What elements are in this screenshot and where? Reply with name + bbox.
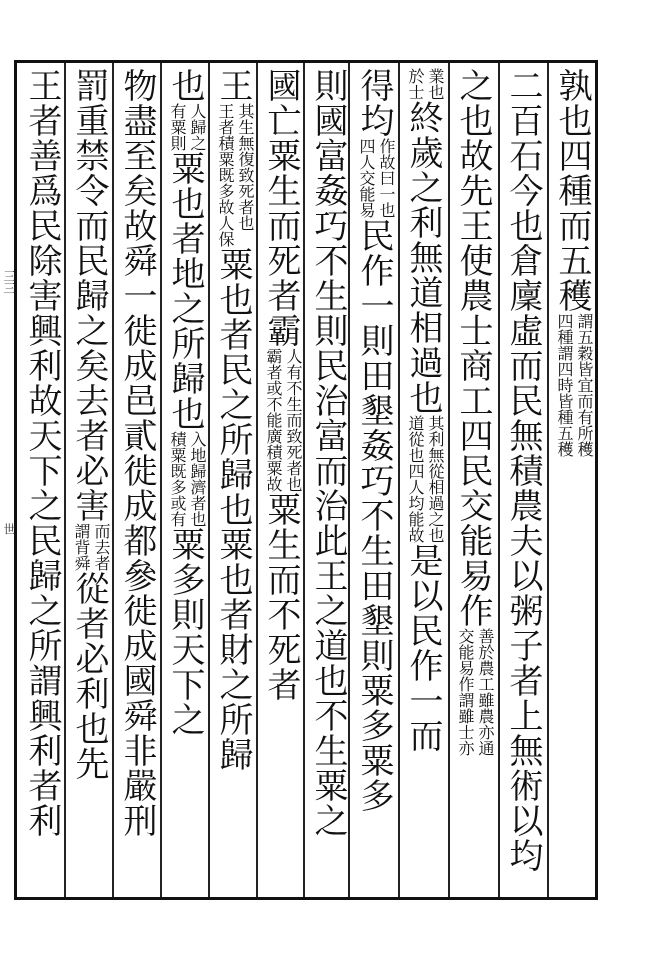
- main-text: 王: [213, 68, 253, 103]
- text-column-3: [451, 68, 495, 894]
- main-text: 終歲之利無道相過也: [403, 100, 443, 415]
- main-text: 是以民作一而: [403, 543, 443, 753]
- main-text: 民作一則田墾姦巧不生田墾則粟多粟多: [354, 218, 394, 813]
- commentary-note: 謂五穀皆宜而有所穫 四種謂四時皆種五穫: [555, 313, 594, 457]
- main-text: 則國富姦巧不生則民治富而治此王之道也不生粟之: [308, 68, 348, 838]
- column-rule: [448, 63, 450, 897]
- commentary-note: 作故曰一也 四人交能易: [357, 138, 396, 218]
- text-column-7: [259, 68, 303, 894]
- commentary-note: 業也 於士: [406, 68, 445, 100]
- text-column-9: [163, 68, 207, 894]
- text-column-6: [306, 68, 350, 894]
- main-text: 國亡粟生而死者霸: [261, 68, 301, 348]
- main-text: 粟生而不死者: [261, 492, 301, 702]
- commentary-note: 其利無從相過之也 道從也四人均能故: [406, 415, 445, 543]
- column-rule: [547, 63, 549, 897]
- commentary-note: 人有不生而致死者也 霸者或不能廣積粟故: [264, 348, 303, 492]
- text-column-4: [401, 68, 445, 894]
- column-rule: [256, 63, 258, 897]
- text-column-5: [352, 68, 396, 894]
- frame-border-right: [595, 60, 598, 900]
- commentary-note: 人歸之 有粟則: [168, 103, 207, 151]
- column-rule: [208, 63, 210, 897]
- text-column-8: [211, 68, 255, 894]
- text-column-10: [115, 68, 159, 894]
- commentary-note: 入地歸濟者也 積粟既多或有: [168, 431, 207, 527]
- column-rule: [160, 63, 162, 897]
- text-column-2: [501, 68, 545, 894]
- main-text: 孰也四種而五穫: [552, 68, 592, 313]
- main-text: 二百石今也倉廩虛而民無積農夫以粥子者上無術以均: [503, 68, 543, 873]
- text-column-12: [20, 68, 64, 894]
- commentary-note: 而去者 謂背舜: [72, 523, 111, 571]
- commentary-note: 善於農工雖農亦通 交能易作謂雖士亦: [456, 628, 495, 756]
- main-text: 罰重禁令而民歸之矣去者必害: [69, 68, 109, 523]
- main-text: 從者必利也先: [69, 571, 109, 781]
- main-text: 之也故先王使農士商工四民交能易作: [453, 68, 493, 628]
- frame-border-bottom: [14, 897, 598, 900]
- text-column-1: [550, 68, 594, 894]
- main-text: 王者善爲民除害興利故天下之民歸之所謂興利者利: [22, 68, 62, 838]
- main-text: 得均: [354, 68, 394, 138]
- main-text: 也: [165, 68, 205, 103]
- main-text: 粟也者地之所歸也: [165, 151, 205, 431]
- margin-mark: 世: [2, 523, 16, 535]
- column-rule: [398, 63, 400, 897]
- text-column-11: [67, 68, 111, 894]
- column-rule: [112, 63, 114, 897]
- column-rule: [498, 63, 500, 897]
- main-text: 物盡至矣故舜一徙成邑貳徙成都參徙成國舜非嚴刑: [117, 68, 157, 838]
- column-rule: [303, 63, 305, 897]
- main-text: 粟也者民之所歸也粟也者財之所歸: [213, 247, 253, 772]
- frame-border-left: [14, 60, 17, 900]
- column-rule: [64, 63, 66, 897]
- frame-border-top: [14, 60, 598, 63]
- commentary-note: 其生無復致死者也 王者積粟既多故人保: [216, 103, 255, 247]
- margin-mark: 三三: [2, 270, 16, 294]
- main-text: 粟多則天下之: [165, 527, 205, 737]
